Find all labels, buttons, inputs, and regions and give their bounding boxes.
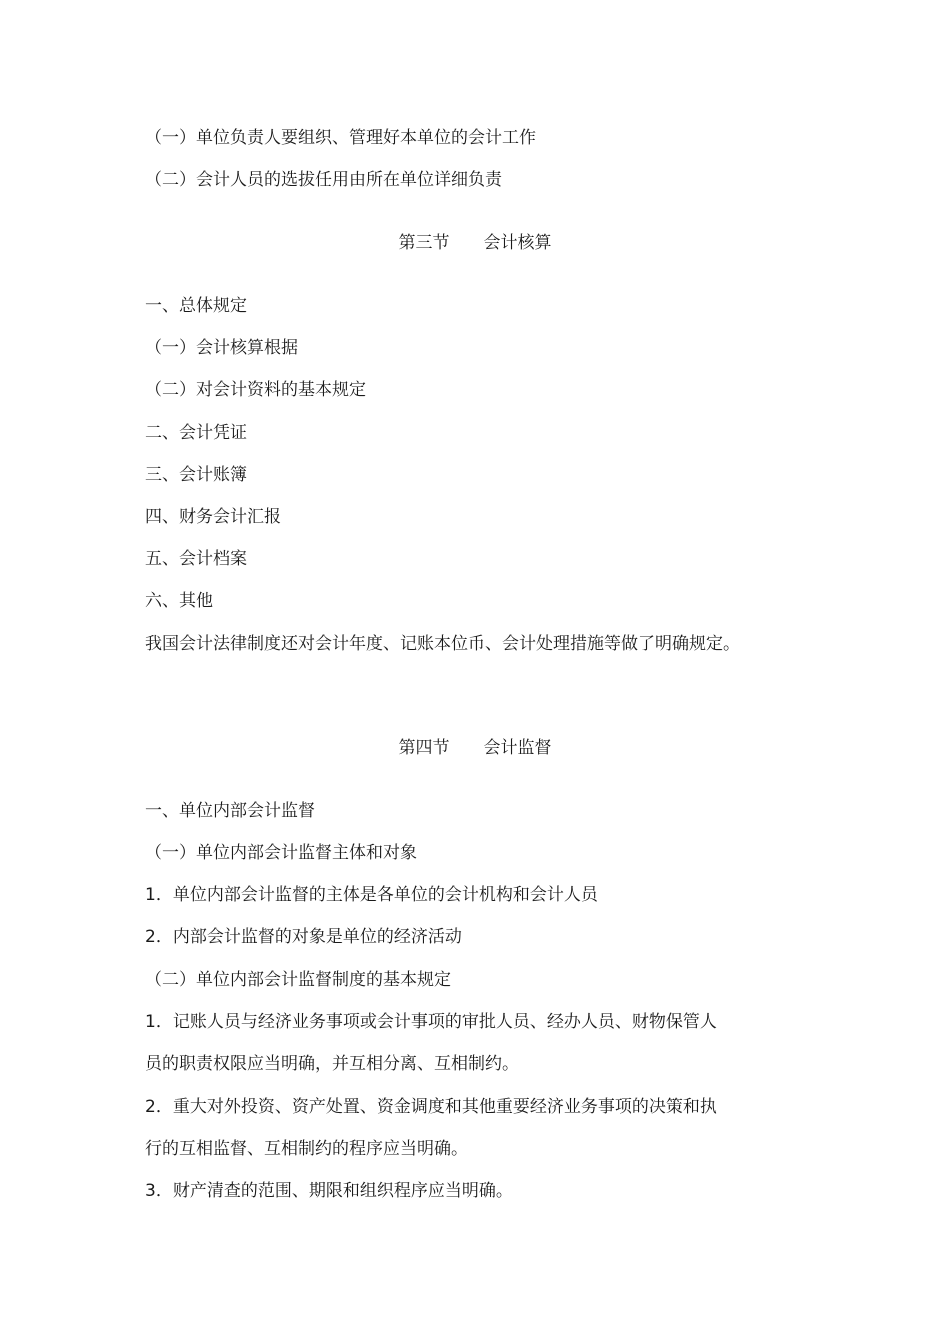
paragraph-line: （二）单位内部会计监督制度的基本规定 (145, 970, 451, 990)
paragraph-line: 行的互相监督、互相制约的程序应当明确。 (145, 1139, 468, 1159)
section-heading: 第四节 会计监督 (398, 738, 552, 758)
paragraph-line: 三、会计账簿 (145, 465, 247, 485)
paragraph-line: 1．记账人员与经济业务事项或会计事项的审批人员、经办人员、财物保管人 (145, 1012, 717, 1032)
paragraph-line: （二）会计人员的选拔任用由所在单位详细负责 (145, 170, 502, 190)
paragraph-line: 六、其他 (145, 591, 213, 611)
paragraph-line: 3．财产清查的范围、期限和组织程序应当明确。 (145, 1181, 513, 1201)
paragraph-line: 2．内部会计监督的对象是单位的经济活动 (145, 927, 462, 947)
section-heading: 第三节 会计核算 (398, 233, 552, 253)
paragraph-line: （二）对会计资料的基本规定 (145, 380, 366, 400)
paragraph-line: 员的职责权限应当明确，并互相分离、互相制约。 (145, 1054, 519, 1074)
paragraph-line: （一）单位负责人要组织、管理好本单位的会计工作 (145, 128, 536, 148)
paragraph-line: （一）单位内部会计监督主体和对象 (145, 843, 417, 863)
paragraph-line: 一、单位内部会计监督 (145, 801, 315, 821)
paragraph-line: 1．单位内部会计监督的主体是各单位的会计机构和会计人员 (145, 885, 598, 905)
paragraph-line: 四、财务会计汇报 (145, 507, 281, 527)
paragraph-line: 2．重大对外投资、资产处置、资金调度和其他重要经济业务事项的决策和执 (145, 1097, 717, 1117)
paragraph-line: 我国会计法律制度还对会计年度、记账本位币、会计处理措施等做了明确规定。 (145, 634, 740, 654)
paragraph-line: 五、会计档案 (145, 549, 247, 569)
paragraph-line: 二、会计凭证 (145, 423, 247, 443)
paragraph-line: （一）会计核算根据 (145, 338, 298, 358)
paragraph-line: 一、总体规定 (145, 296, 247, 316)
